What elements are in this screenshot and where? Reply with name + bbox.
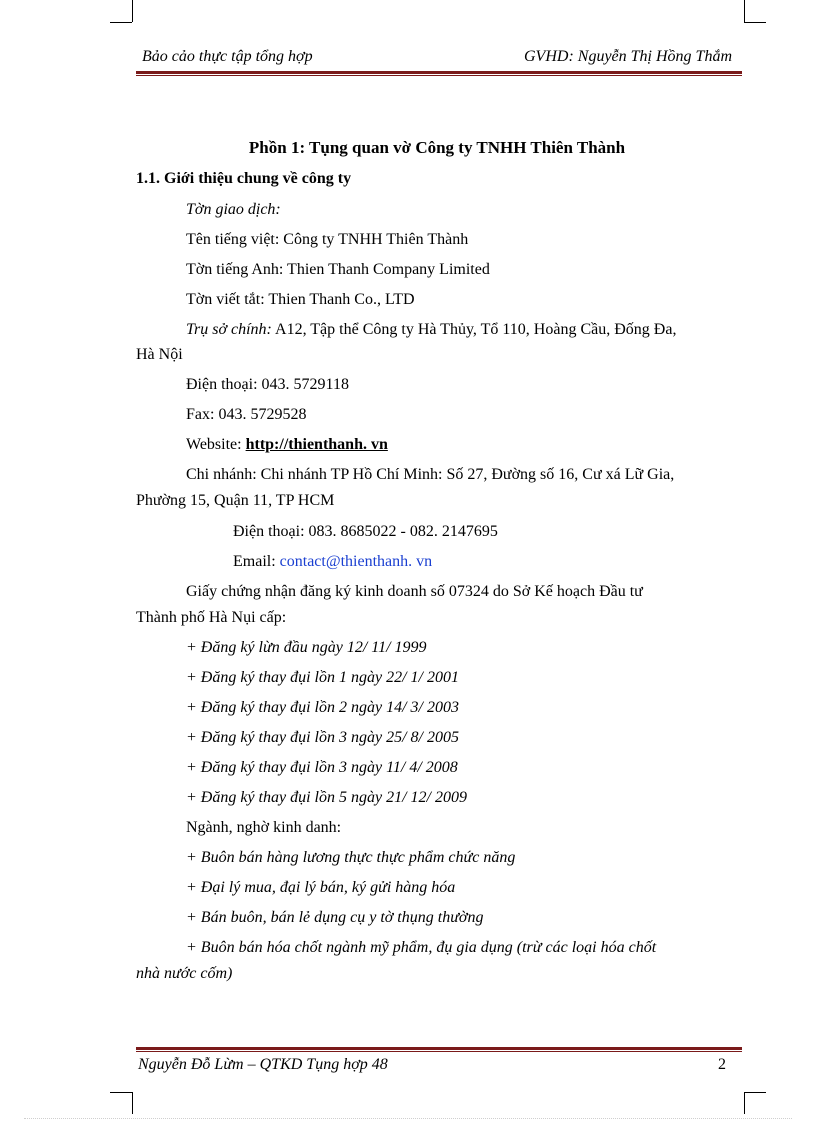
english-name: Tờn tiếng Anh: Thien Thanh Company Limited <box>186 261 490 278</box>
registration-item: + Đăng ký thay đụi lồn 5 ngày 21/ 12/ 2009 <box>186 789 467 806</box>
website-label: Website: <box>186 436 246 453</box>
registration-item: + Đăng ký thay đụi lồn 3 ngày 11/ 4/ 2008 <box>186 759 458 776</box>
corner-mark-top-right-h <box>744 22 766 23</box>
footer-rule <box>136 1047 742 1052</box>
page-title: Phồn 1: Tụng quan vờ Công ty TNHH Thiên Thành <box>248 138 626 157</box>
registration-item: + Đăng ký lừn đầu ngày 12/ 11/ 1999 <box>186 639 427 656</box>
business-item-last-line-1: + Buôn bán hóa chốt ngành mỹ phẩm, đụ gia dụng (trừ các loại hóa chốt <box>186 939 657 956</box>
header-supervisor: GVHD: Nguyễn Thị Hồng Thắm <box>524 48 732 65</box>
corner-mark-bottom-left-h <box>110 1092 132 1093</box>
corner-mark-top-left-h <box>110 22 132 23</box>
registration-item: + Đăng ký thay đụi lồn 2 ngày 14/ 3/ 2003 <box>186 699 459 716</box>
branch-line-1: Chi nhánh: Chi nhánh TP Hồ Chí Minh: Số 27, Đường số 16, Cư xá Lữ Gia, <box>186 466 675 483</box>
corner-mark-bottom-right-h <box>744 1092 766 1093</box>
branch-email <box>233 552 738 572</box>
business-label: Ngành, nghờ kinh danh: <box>186 819 342 836</box>
fax: Fax: 043. 5729528 <box>186 406 307 423</box>
corner-mark-top-right-v <box>744 0 745 22</box>
branch-line-2: Phường 15, Quận 11, TP HCM <box>136 492 335 509</box>
business-item-last-line-2: nhà nước cốm) <box>136 965 233 982</box>
business-item: + Buôn bán hàng lương thực thực phẩm chức năng <box>186 849 516 866</box>
header-rule <box>136 71 742 76</box>
business-item: + Bán buôn, bán lẻ dụng cụ y tờ thụng thường <box>186 909 484 926</box>
footer-author: Nguyễn Đỗ Lừm – QTKD Tụng hợp 48 <box>138 1056 388 1073</box>
business-item: + Đại lý mua, đại lý bán, ký gửi hàng hóa <box>186 879 456 896</box>
page-header <box>136 48 740 70</box>
corner-mark-top-left-v <box>132 0 133 22</box>
header-report-title: Bảo cảo thực tập tổng hợp <box>142 48 313 65</box>
head-office <box>186 320 738 340</box>
head-office-city: Hà Nội <box>136 346 183 363</box>
email-link[interactable]: contact@thienthanh. vn <box>279 553 433 570</box>
head-office-label: Trụ sở chính: <box>186 321 272 338</box>
website <box>186 435 738 455</box>
head-office-address: A12, Tập thể Công ty Hà Thủy, Tổ 110, Hoàng Cầu, Đống Đa, <box>271 321 677 338</box>
license-line-2: Thành phố Hà Nụi cấp: <box>136 609 287 626</box>
branch-phone: Điện thoại: 083. 8685022 - 082. 2147695 <box>233 523 498 540</box>
license-line-1: Giấy chứng nhận đăng ký kinh doanh số 07324 do Sở Kế hoạch Đầu tư <box>186 583 643 600</box>
phone: Điện thoại: 043. 5729118 <box>186 376 349 393</box>
trade-name-label: Tờn giao dịch: <box>186 201 281 218</box>
corner-mark-bottom-right-v <box>744 1092 745 1114</box>
short-name: Tờn viết tắt: Thien Thanh Co., LTD <box>186 291 415 308</box>
registration-item: + Đăng ký thay đụi lồn 1 ngày 22/ 1/ 2001 <box>186 669 459 686</box>
vietnamese-name: Tên tiếng việt: Công ty TNHH Thiên Thành <box>186 231 469 248</box>
section-heading: 1.1. Giới thiệu chung về công ty <box>136 170 352 187</box>
email-label: Email: <box>233 553 280 570</box>
registration-item: + Đăng ký thay đụi lồn 3 ngày 25/ 8/ 2005 <box>186 729 459 746</box>
page-number: 2 <box>718 1056 726 1073</box>
page-bottom-dotted-line <box>24 1118 792 1119</box>
corner-mark-bottom-left-v <box>132 1092 133 1114</box>
website-link[interactable]: http://thienthanh. vn <box>245 436 388 453</box>
